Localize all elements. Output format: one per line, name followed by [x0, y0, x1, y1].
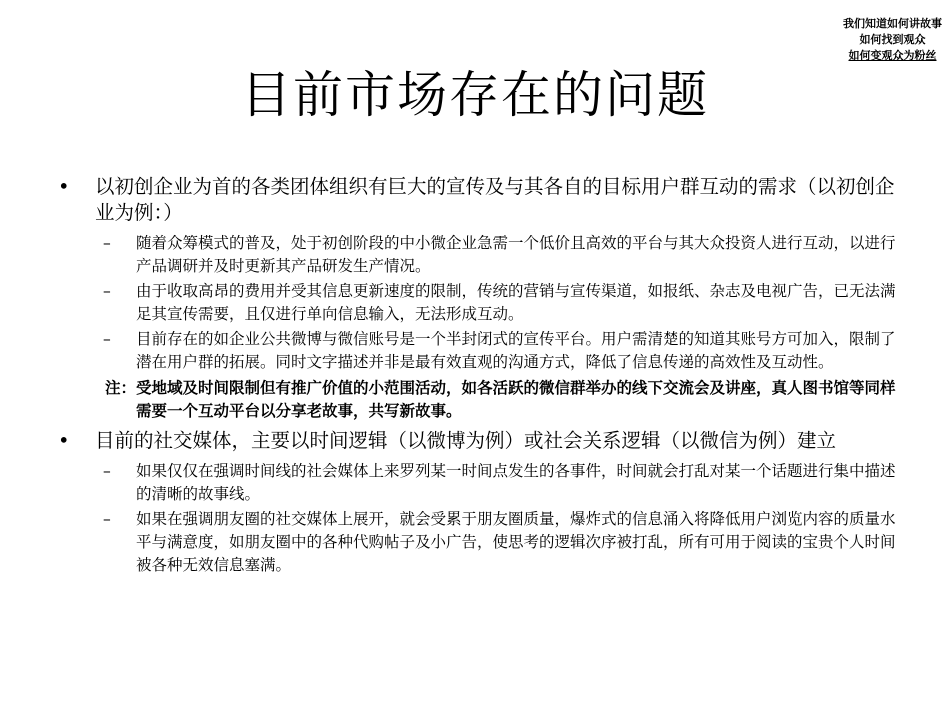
dash-icon: – [103, 234, 111, 252]
sub-point-text: 随着众筹模式的普及，处于初创阶段的中小微企业急需一个低价且高效的平台与其大众投资人进行互动，以进行产品调研并及时更新其产品研发生产情况。 [136, 234, 896, 275]
dash-icon: – [103, 330, 111, 348]
dash-icon: – [103, 462, 111, 480]
nav-link-storytelling[interactable]: 我们知道如何讲故事 [843, 17, 942, 30]
slide-content [58, 174, 908, 579]
bullet-point [58, 428, 908, 454]
bullet-text: 以初创企业为首的各类团体组织有巨大的宣传及与其各自的目标用户群互动的需求（以初创企业为例：） [95, 175, 895, 224]
bullet-text: 目前的社交媒体，主要以时间逻辑（以微博为例）或社会关系逻辑（以微信为例）建立 [95, 429, 837, 452]
bullet-point [58, 174, 908, 226]
sub-point [58, 328, 908, 374]
note-label: 注： [105, 378, 137, 397]
sub-point-text: 如果仅仅在强调时间线的社会媒体上来罗列某一时间点发生的各事件，时间就会打乱对某一个话题进行集中描述的清晰的故事线。 [136, 462, 896, 503]
bullet-icon: • [58, 175, 70, 198]
sub-point-text: 如果在强调朋友圈的社交媒体上展开，就会受累于朋友圈质量，爆炸式的信息涌入将降低用户浏览内容的质量水平与满意度，如朋友圈中的各种代购帖子及小广告，使思考的逻辑次序被打乱，所有可用于阅读的宝贵个人时间被各种无效信息塞满。 [136, 510, 896, 574]
note-text: 受地域及时间限制但有推广价值的小范围活动，如各活跃的微信群举办的线下交流会及讲座，真人图书馆等同样需要一个互动平台以分享老故事，共写新故事。 [136, 378, 896, 420]
nav-link-audience-to-fans[interactable]: 如何变观众为粉丝 [848, 49, 937, 62]
note [58, 376, 908, 422]
sub-point [58, 232, 908, 278]
bullet-icon: • [58, 429, 70, 452]
sub-point-text: 由于收取高昂的费用并受其信息更新速度的限制，传统的营销与宣传渠道，如报纸、杂志及电视广告，已无法满足其宣传需要，且仅进行单向信息输入，无法形成互动。 [136, 282, 896, 323]
sub-point [58, 280, 908, 326]
nav-link-find-audience[interactable]: 如何找到观众 [859, 33, 926, 46]
page-title: 目前市场存在的问题 [241, 66, 709, 124]
sub-point [58, 460, 908, 506]
dash-icon: – [103, 510, 111, 528]
sub-point [58, 508, 908, 577]
sub-point-text: 目前存在的如企业公共微博与微信账号是一个半封闭式的宣传平台。用户需清楚的知道其账号方可加入，限制了潜在用户群的拓展。同时文字描述并非是最有效直观的沟通方式，降低了信息传递的高效性及互动性。 [136, 330, 896, 371]
dash-icon: – [103, 282, 111, 300]
